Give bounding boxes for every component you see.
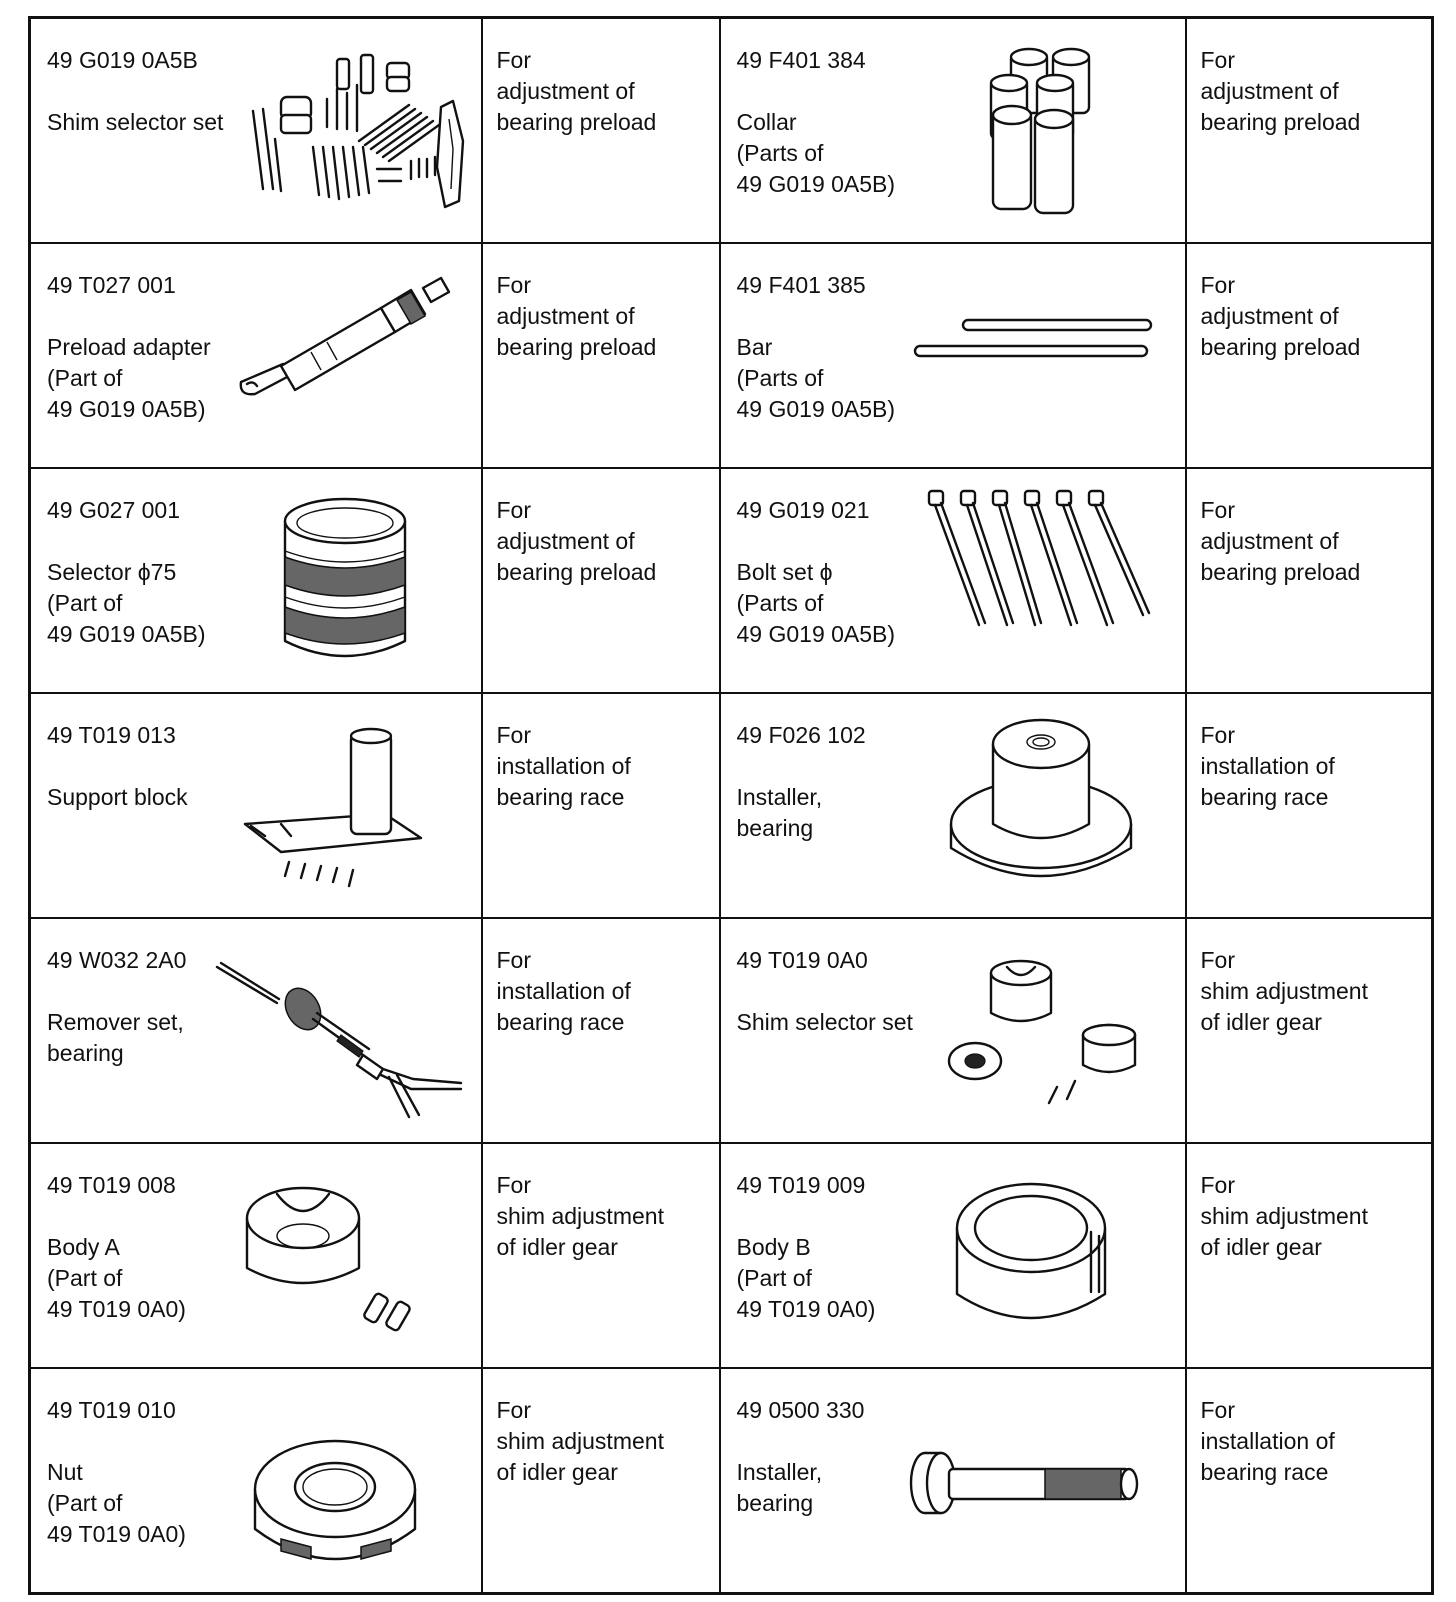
tool-name: Bar (Parts of 49 G019 0A5B) <box>736 334 896 422</box>
tool-name: Support block <box>47 784 188 810</box>
tool-number: 49 F401 385 <box>736 272 866 298</box>
tool-cell <box>720 918 1186 1143</box>
tool-name: Installer, bearing <box>736 1459 823 1516</box>
tool-name: Installer, bearing <box>736 784 823 841</box>
purpose-cell <box>1186 1368 1433 1594</box>
table-row <box>30 243 1433 468</box>
purpose-cell <box>482 1368 720 1594</box>
table-row <box>30 1143 1433 1368</box>
purpose-text: For adjustment of bearing preload <box>1200 47 1361 135</box>
tool-name: Shim selector set <box>47 109 224 135</box>
purpose-cell <box>1186 918 1433 1143</box>
special-tools-table <box>28 16 1434 1595</box>
tool-name: Collar (Parts of 49 G019 0A5B) <box>736 109 896 197</box>
table-row <box>30 918 1433 1143</box>
tool-cell <box>30 1368 482 1594</box>
tool-number: 49 0500 330 <box>736 1397 865 1423</box>
tool-number: 49 G027 001 <box>47 497 181 523</box>
purpose-text: For adjustment of bearing preload <box>496 272 657 360</box>
purpose-text: For installation of bearing race <box>496 947 631 1035</box>
purpose-cell <box>1186 18 1433 244</box>
purpose-text: For installation of bearing race <box>1200 1397 1335 1485</box>
tool-name: Body B (Part of 49 T019 0A0) <box>736 1234 876 1322</box>
tool-cell <box>720 243 1186 468</box>
purpose-text: For installation of bearing race <box>496 722 631 810</box>
tool-cell <box>30 1143 482 1368</box>
tool-number: 49 T019 013 <box>47 722 176 748</box>
tool-number: 49 T019 010 <box>47 1397 176 1423</box>
purpose-text: For shim adjustment of idler gear <box>1200 947 1368 1035</box>
tool-name: Shim selector set <box>736 1009 913 1035</box>
purpose-text: For shim adjustment of idler gear <box>496 1397 664 1485</box>
tool-cell <box>720 693 1186 918</box>
purpose-cell <box>482 1143 720 1368</box>
purpose-cell <box>1186 468 1433 693</box>
tool-cell <box>720 1368 1186 1594</box>
table-row <box>30 693 1433 918</box>
tool-cell <box>30 918 482 1143</box>
tool-cell <box>30 468 482 693</box>
purpose-cell <box>482 468 720 693</box>
purpose-text: For adjustment of bearing preload <box>496 497 657 585</box>
tool-name: Preload adapter (Part of 49 G019 0A5B) <box>47 334 211 422</box>
tool-number: 49 F026 102 <box>736 722 866 748</box>
table-row <box>30 1368 1433 1594</box>
purpose-text: For adjustment of bearing preload <box>1200 272 1361 360</box>
purpose-text: For adjustment of bearing preload <box>496 47 657 135</box>
purpose-cell <box>482 693 720 918</box>
tool-cell <box>30 243 482 468</box>
purpose-cell <box>482 243 720 468</box>
purpose-text: For shim adjustment of idler gear <box>1200 1172 1368 1260</box>
tool-name: Selector ϕ75 (Part of 49 G019 0A5B) <box>47 559 206 647</box>
purpose-text: For shim adjustment of idler gear <box>496 1172 664 1260</box>
purpose-cell <box>1186 243 1433 468</box>
tool-number: 49 F401 384 <box>736 47 866 73</box>
purpose-cell <box>482 918 720 1143</box>
purpose-cell <box>1186 1143 1433 1368</box>
purpose-text: For adjustment of bearing preload <box>1200 497 1361 585</box>
tool-number: 49 G019 021 <box>736 497 870 523</box>
tool-number: 49 T019 008 <box>47 1172 176 1198</box>
tool-number: 49 T019 009 <box>736 1172 866 1198</box>
tool-cell <box>720 18 1186 244</box>
tool-number: 49 G019 0A5B <box>47 47 198 73</box>
tool-name: Bolt set ϕ (Parts of 49 G019 0A5B) <box>736 559 896 647</box>
tool-cell <box>720 1143 1186 1368</box>
tool-cell <box>30 693 482 918</box>
table-row <box>30 468 1433 693</box>
purpose-cell <box>482 18 720 244</box>
tool-number: 49 T019 0A0 <box>736 947 868 973</box>
tool-cell <box>30 18 482 244</box>
tool-name: Nut (Part of 49 T019 0A0) <box>47 1459 186 1547</box>
purpose-text: For installation of bearing race <box>1200 722 1335 810</box>
tool-number: 49 W032 2A0 <box>47 947 187 973</box>
table-row <box>30 18 1433 244</box>
tool-number: 49 T027 001 <box>47 272 176 298</box>
tool-name: Body A (Part of 49 T019 0A0) <box>47 1234 186 1322</box>
tool-name: Remover set, bearing <box>47 1009 184 1066</box>
tool-cell <box>720 468 1186 693</box>
purpose-cell <box>1186 693 1433 918</box>
